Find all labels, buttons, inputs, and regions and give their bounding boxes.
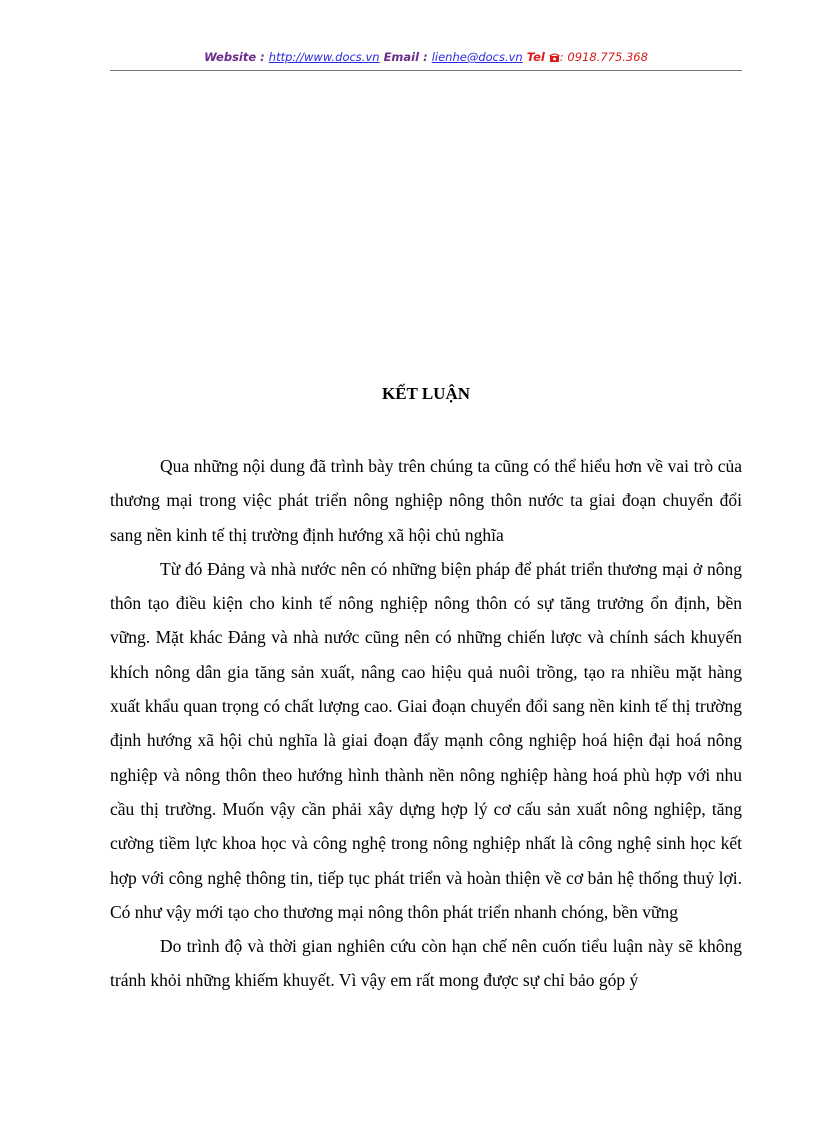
- paragraph: Qua những nội dung đã trình bày trên chúng ta cũng có thể hiểu hơn về vai trò của thương mại trong việc phát triển nông nghiệp nông thôn nước ta giai đoạn chuyển đổi sang nền kinh tế thị trường định hướng xã hội chủ nghĩa: [110, 456, 742, 545]
- email-separator: :: [423, 50, 428, 64]
- phone-icon: [549, 52, 560, 62]
- body-text: [110, 449, 742, 998]
- email-link[interactable]: lienhe@docs.vn: [431, 50, 523, 64]
- website-label: Website :: [204, 50, 265, 64]
- paragraph: Từ đó Đảng và nhà nước nên có những biện pháp để phát triển thương mại ở nông thôn tạo điều kiện cho kinh tế nông nghiệp nông thôn có sự tăng trưởng ổn định, bền vững. Mặt khác Đảng và nhà nước cũng nên có những chiến lược và chính sách khuyến khích nông dân gia tăng sản xuất, nâng cao hiệu quả nuôi trồng, tạo ra nhiều mặt hàng xuất khẩu quan trọng có chất lượng cao. Giai đoạn chuyển đổi sang nền kinh tế thị trường định hướng xã hội chủ nghĩa là giai đoạn đẩy mạnh công nghiệp hoá hiện đại hoá nông nghiệp và nông thôn theo hướng hình thành nền nông nghiệp hàng hoá phù hợp với nhu cầu thị trường. Muốn vậy cần phải xây dựng hợp lý cơ cấu sản xuất nông nghiệp, tăng cường tiềm lực khoa học và công nghệ trong nông nghiệp nhất là công nghệ sinh học kết hợp với công nghệ thông tin, tiếp tục phát triển và hoàn thiện về cơ bản hệ thống thuỷ lợi. Có như vậy mới tạo cho thương mại nông thôn phát triển nhanh chóng, bền vững: [110, 558, 742, 922]
- tel-label: Tel: [526, 50, 545, 64]
- paragraph: Do trình độ và thời gian nghiên cứu còn hạn chế nên cuốn tiểu luận này sẽ không tránh khỏi những khiếm khuyết. Vì vậy em rất mong được sự chỉ bảo góp ý: [110, 936, 742, 991]
- page-header: [110, 50, 742, 64]
- phone-number: : 0918.775.368: [559, 50, 648, 64]
- website-link[interactable]: http://www.docs.vn: [268, 50, 380, 64]
- header-divider: [110, 70, 742, 71]
- section-title: KẾT LUẬN: [381, 384, 470, 403]
- email-label: Email: [383, 50, 420, 64]
